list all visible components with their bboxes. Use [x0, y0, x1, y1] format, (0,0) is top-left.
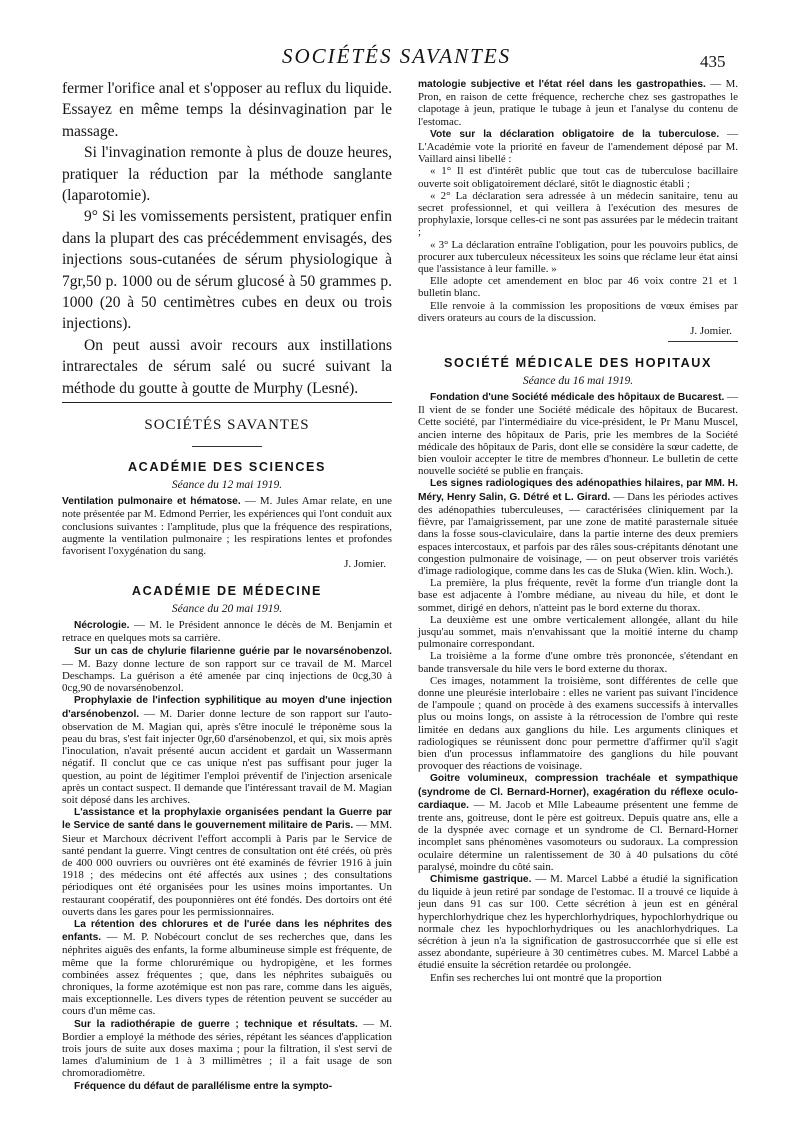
report-paragraph: Ventilation pulmonaire et hématose. — M. Jules Amar relate, en une note présentée par M. Edmond Perrier, les expériences qui l'ont conduit aux conclusions suivantes : l'amplitude, plus que la fréquence des respirations, augmente la ventilation pulmonaire ; les respirations lentes et profondes favorisent l'oxygénation du sang.: [62, 495, 392, 557]
report-paragraph: « 3° La déclaration entraîne l'obligation, pour les pouvoirs publics, de procurer aux tuberculeux nécessiteux les soins que réclame leur état ainsi que l'assistance à leur famille. »: [418, 238, 738, 276]
report-paragraph: Goitre volumineux, compression trachéale et sympathique (syndrome de Cl. Bernard-Horner), exagération du réflexe oculo-cardiaque. — M. Jacob et Mlle Labeaume présentent une femme de trente ans, goitreuse, dont le père est goitreux. Depuis quatre ans, elle a de la dyspnée avec cornage et un syndrome de Cl. Bernard-Horner incomplet sans phénomènes vasomoteurs ou sudoraux. La compression oculaire détermine un ralentissement de 30 à 40 pulsations du côté paralysé, moindre du côté sain.: [418, 773, 738, 873]
session-date: Séance du 20 mai 1919.: [171, 603, 283, 616]
report-lead: Ventilation pulmonaire et hématose.: [62, 496, 241, 508]
session-date: Séance du 16 mai 1919.: [522, 375, 634, 388]
report-paragraph: « 2° La déclaration sera adressée à un médecin sanitaire, tenu au secret professionnel, et qui veillera à l'exécution des mesures de prophylaxie, lorsque celles-ci ne sont pas assurées par le médecin traitant ;: [418, 189, 738, 239]
report-paragraph: Elle renvoie à la commission les propositions de vœux émises par divers orateurs au cours de la discussion.: [418, 299, 738, 324]
heading-academie-sciences: ACADÉMIE DES SCIENCES: [127, 460, 327, 475]
report-paragraph: « 1° Il est d'intérêt public que tout cas de tuberculose bacillaire ouverte soit obligatoirement déclaré, sitôt le diagnostic établi ;: [418, 165, 738, 190]
report-paragraph: Fondation d'une Société médicale des hôpitaux de Bucarest. — Il vient de se fonder une Société médicale des hôpitaux de Bucarest. Cette société, par l'intermédiaire du vice-président, le Pr Manu Muscel, ancien interne des hôpitaux de Paris, prie les membres de la Société médicale des hôpitaux de Paris, dont elle se considère la sœur cadette, de bien vouloir accepter le titre de membres d'honneur. Le bulletin de cette nouvelle société se publie en français.: [418, 391, 738, 478]
body-paragraph: 9° Si les vomissements persistent, pratiquer enfin dans la plupart des cas précédemment envisagés, des injections sous-cutanées de sérum physiologique à 7gr,50 p. 1000 ou de sérum glucosé à 50 grammes p. 1000 (20 à 50 centimètres cubes en deux ou trois injections).: [62, 208, 392, 333]
left-column: [62, 78, 392, 1093]
body-paragraph: On peut aussi avoir recours aux instillations intrarectales de sérum salé ou sucré suivant la méthode du goutte à goutte de Murphy (Lesné).: [62, 336, 392, 397]
heading-societe-hopitaux: SOCIÉTÉ MÉDICALE DES HOPITAUX: [444, 356, 712, 371]
report-paragraph: Sur la radiothérapie de guerre ; technique et résultats. — M. Bordier a employé la méthode des séries, répétant les séances d'application trois jours de suite aux doses maxima ; pour la filtration, il s'est servi de lames d'aluminium de 1 à 3 millimètres ; il a fait usage de son chromoradiomètre.: [62, 1017, 392, 1080]
report-paragraph: Sur un cas de chylurie filarienne guérie par le novarsénobenzol. — M. Bazy donne lecture de son rapport sur ce travail de M. Marcel Deschamps. La guérison a été amenée par cinq injections de 0cg,30 à 0cg,90 de novarsénobenzol.: [62, 645, 392, 695]
section-title: SOCIÉTÉS SAVANTES: [144, 417, 310, 434]
heading-academie-medecine: ACADÉMIE DE MÉDECINE: [131, 584, 323, 599]
report-paragraph: Nécrologie. — M. le Président annonce le décès de M. Benjamin et retrace en quelques mots sa carrière.: [62, 619, 392, 645]
report-paragraph: Prophylaxie de l'infection syphilitique au moyen d'une injection d'arsénobenzol. — M. Darier donne lecture de son rapport sur l'auto-observation de M. Magian qui, après s'être inoculé le tréponème sous la peau du bras, s'est fait injecter 0gr,60 d'arsénobenzol, et qui, six mois après l'inoculation, n'avait présenté aucun accident et gardait un Wassermann négatif. Il conclut que ce cas unique n'est pas suffisant pour juger la question, au point de légitimer l'emploi préventif de l'injection arsenicale après un contact suspect. Il demande que l'intéressant travail de M. Magian soit déposé dans les archives.: [62, 695, 392, 806]
report-paragraph: La troisième a la forme d'une ombre très prononcée, s'étendant en bande transversale du hile vers le bord externe du thorax.: [418, 650, 738, 675]
report-paragraph: Fréquence du défaut de parallélisme entre la sympto-: [74, 1080, 333, 1092]
report-paragraph: L'assistance et la prophylaxie organisées pendant la Guerre par le Service de santé dans le gouvernement militaire de Paris. — MM. Sieur et Marchoux décrivent l'effort accompli à Paris par le Service de santé pendant la guerre. Vingt centres de consultation ont été créés, où près de 400 000 ouvriers ou ouvrières ont été examinés de février 1916 à juin 1918 ; des médecins ont été affectés aux usines ; des consultations périodiques ont été organisées pour les usines moins importantes. Un restaurant coopératif, des pouponnières ont été fondés. Des dortoirs ont été ouverts dans les gares pour les permissionnaires.: [62, 807, 392, 918]
report-paragraph: Elle adopte cet amendement en bloc par 46 voix contre 21 et 1 bulletin blanc.: [418, 275, 738, 300]
short-rule: [192, 446, 262, 447]
page-number: 435: [700, 52, 726, 71]
signature: J. Jomier.: [344, 558, 386, 571]
report-paragraph: La deuxième est une ombre verticalement allongée, allant du hile jusqu'au sommet, mais n'envahissant que la moitié interne du champ pulmonaire correspondant.: [418, 613, 738, 651]
section-rule: [62, 402, 392, 403]
session-date: Séance du 12 mai 1919.: [171, 479, 283, 492]
report-paragraph: Chimisme gastrique. — M. Marcel Labbé a étudié la signification du liquide à jeun retiré par sondage de l'estomac. Il a trouvé ce liquide à jeun dans 91 cas sur 100. Cette sécrétion à jeun est en général hyperchlorhydrique chez les hyperchlorhydriques, hypochlorhydrique ou normale chez les hypochlorhydriques ou les anachlorhydriques. La sécrétion à jeun n'a la signification de gastrosuccorrhée que si elle est assez abondante, supérieure à 30 centimètres cubes. M. Marcel Labbé a étudié ensuite la sécrétion retardée ou prolongée.: [418, 872, 738, 972]
report-paragraph: La première, la plus fréquente, revêt la forme d'un triangle dont la base est adjacente à l'ombre médiane, au niveau du hile, et dont le sommet, dirigé en dehors, n'atteint pas le bord externe du thorax.: [418, 577, 738, 614]
right-column: [418, 78, 738, 984]
report-paragraph: Les signes radiologiques des adénopathies hilaires, par MM. H. Méry, Henry Salin, G. Détré et L. Girard. — Dans les périodes actives des adénopathies tuberculeuses, — caractérisées cliniquement par la fièvre, par l'amaigrissement, par une zone de matité parasternale située dans la fosse sous-claviculaire, dans la partie interne des deux premiers espaces intercostaux, et parfois par des râles sous-crépitants dénotant une congestion pulmonaire de voisinage, — on peut observer trois variétés d'image radiologique, comme dans les cas de Sluka (Wien. klin. Woch.).: [418, 478, 738, 577]
signature: J. Jomier.: [690, 325, 732, 338]
running-title: SOCIÉTÉS SAVANTES: [282, 44, 512, 68]
report-paragraph: Ces images, notamment la troisième, sont différentes de celle que donne une pleurésie interlobaire : elles ne varient pas suivant l'incidence de l'ampoule ; quand on procède à des examens successifs à intervalles plus ou moins longs, on assiste à la rétrocession de l'ombre qui reste limitée en dedans aux ganglions du hile. Les arguments cliniques et radiologiques se réunissent donc pour permettre d'affirmer qu'il s'agit bien d'un processus inflammatoire des ganglions du hile pouvant provoquer des réactions de voisinage.: [418, 674, 738, 773]
report-paragraph: La rétention des chlorures et de l'urée dans les néphrites des enfants. — M. P. Nobécourt conclut de ses recherches que, dans les néphrites aiguës des enfants, la forme albumineuse simple est fréquente, de même que la forme chlorurémique ou hydropigène, et les formes combinées assez fréquentes ; que, dans les néphrites subaiguës ou chroniques, la forme azotémique est non pas rare, comme dans les aiguës, mais exceptionnelle. Les divers types de rétention peuvent se succéder au cours d'un même cas.: [62, 918, 392, 1018]
report-paragraph: Vote sur la déclaration obligatoire de la tuberculose. — L'Académie vote la priorité en faveur de l'amendement déposé par M. Vaillard ainsi libellé :: [418, 127, 738, 166]
body-paragraph: Si l'invagination remonte à plus de douze heures, pratiquer la réduction par la méthode sanglante (laparotomie).: [62, 144, 392, 205]
body-paragraph: fermer l'orifice anal et s'opposer au reflux du liquide. Essayez en même temps la désinvagination par le massage.: [62, 80, 392, 140]
report-paragraph: matologie subjective et l'état réel dans les gastropathies. — M. Pron, en raison de cette fréquence, recherche chez ses gastropathes le clapotage à jeun, pratique le tubage à jeun et l'analyse du contenu de l'estomac.: [418, 78, 738, 128]
page-header: [0, 44, 800, 80]
report-paragraph: Enfin ses recherches lui ont montré que la proportion: [430, 971, 662, 984]
